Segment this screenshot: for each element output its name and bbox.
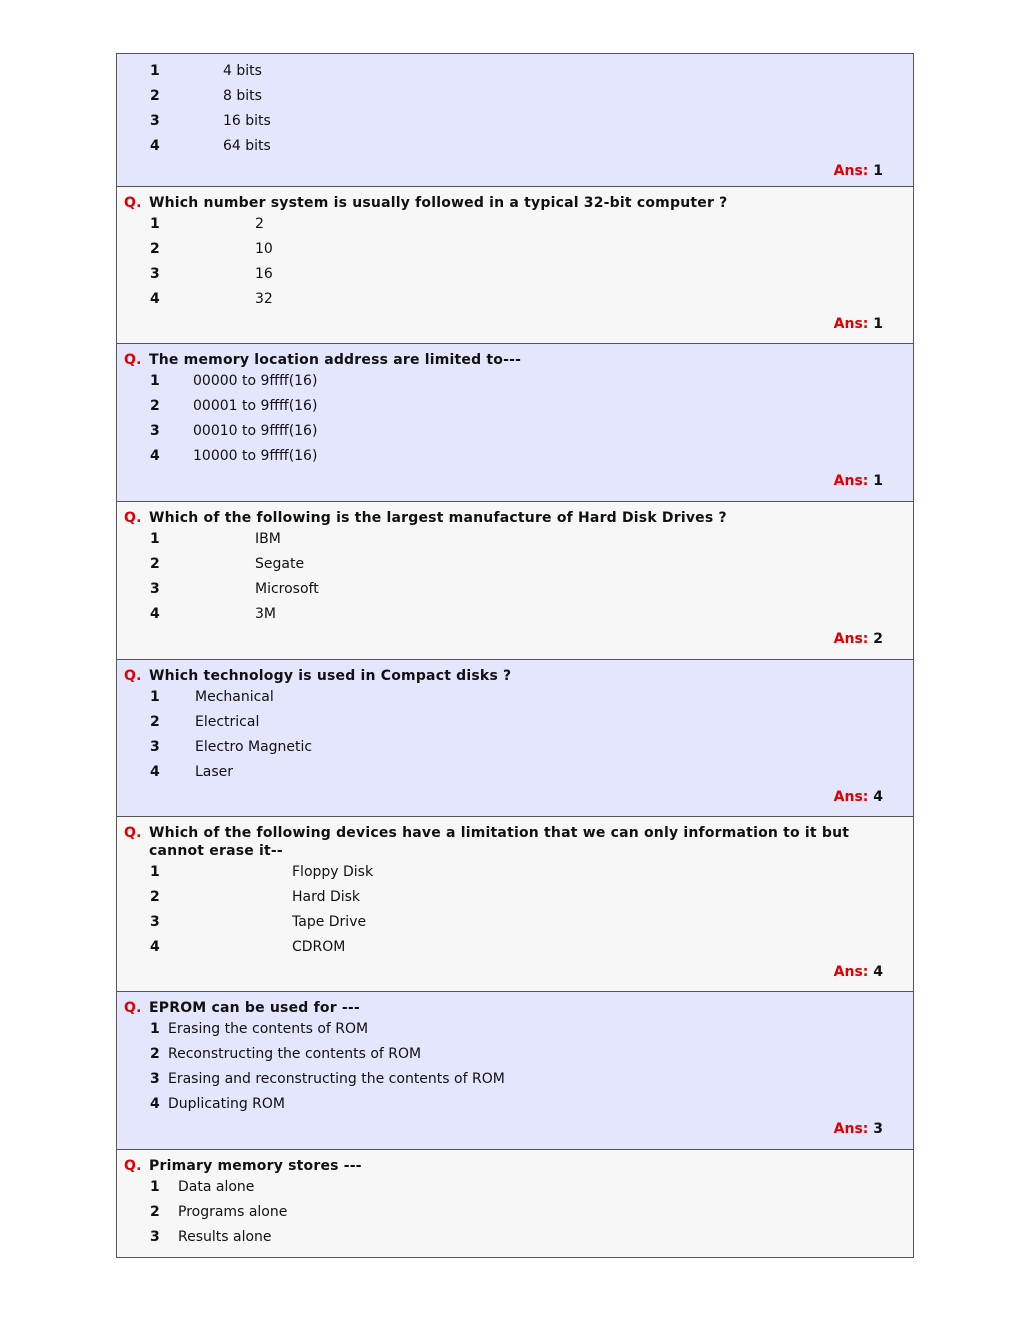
question-text: EPROM can be used for --- (149, 1000, 360, 1016)
option-number: 3 (150, 422, 160, 439)
option-4 (117, 935, 913, 960)
question-block-3 (117, 344, 913, 502)
option-text: IBM (255, 531, 281, 547)
option-1 (117, 860, 913, 885)
answer-label: Ans: (833, 162, 869, 179)
answer-line (117, 312, 913, 337)
question-block-7 (117, 992, 913, 1150)
option-text: Reconstructing the contents of ROM (168, 1045, 422, 1062)
option-text: 16 (255, 265, 273, 282)
question-text-row (117, 1157, 913, 1175)
option-3 (117, 1067, 913, 1092)
option-number: 3 (150, 580, 160, 597)
question-marker: Q. (124, 195, 142, 211)
option-text: 10 (255, 240, 273, 257)
option-number: 3 (150, 913, 160, 930)
option-4 (117, 1092, 913, 1117)
option-text: Results alone (178, 1228, 272, 1245)
answer-value: 1 (873, 472, 883, 489)
option-number: 1 (150, 1021, 160, 1037)
option-number: 2 (150, 1203, 160, 1220)
question-text-row (117, 509, 913, 527)
option-text: 8 bits (223, 87, 262, 104)
answer-label: Ans: (833, 1120, 869, 1137)
option-number: 4 (150, 447, 160, 464)
option-number: 1 (150, 373, 160, 389)
option-text: 2 (255, 216, 264, 232)
option-number: 1 (150, 216, 160, 232)
option-number: 2 (150, 555, 160, 572)
question-text: Which of the following devices have a limitation that we can only information to it but cannot erase it-- (149, 825, 850, 859)
option-text: Electro Magnetic (195, 738, 313, 755)
question-marker: Q. (124, 825, 142, 841)
option-text: 3M (255, 605, 276, 622)
question-marker: Q. (124, 668, 142, 684)
question-text: Which number system is usually followed in a typical 32-bit computer ? (149, 195, 728, 211)
option-number: 1 (150, 864, 160, 880)
answer-label: Ans: (833, 788, 869, 805)
option-3 (117, 109, 913, 134)
answer-line (117, 627, 913, 652)
question-text-row (117, 667, 913, 685)
question-text-row (117, 824, 913, 860)
option-number: 4 (150, 1095, 160, 1112)
option-3 (117, 577, 913, 602)
option-text: 32 (255, 290, 273, 307)
option-number: 2 (150, 87, 160, 104)
answer-value: 3 (873, 1120, 883, 1137)
option-text: Tape Drive (292, 913, 367, 930)
option-number: 1 (150, 689, 160, 705)
option-text: Erasing and reconstructing the contents of ROM (168, 1070, 505, 1087)
answer-value: 1 (873, 162, 883, 179)
option-1 (117, 369, 913, 394)
option-number: 4 (150, 137, 160, 154)
question-block-5 (117, 660, 913, 817)
option-4 (117, 444, 913, 469)
option-number: 1 (150, 63, 160, 79)
option-text: Duplicating ROM (168, 1095, 286, 1112)
option-1 (117, 685, 913, 710)
option-1 (117, 1017, 913, 1042)
option-number: 2 (150, 240, 160, 257)
option-text: Erasing the contents of ROM (168, 1021, 369, 1037)
question-text: The memory location address are limited to--- (149, 352, 522, 368)
question-marker: Q. (124, 1000, 142, 1016)
option-text: 00010 to 9ffff(16) (193, 422, 318, 439)
option-text: 4 bits (223, 63, 262, 79)
option-1 (117, 212, 913, 237)
option-text: 10000 to 9ffff(16) (193, 447, 318, 464)
option-text: CDROM (292, 938, 346, 955)
question-block-4 (117, 502, 913, 660)
option-number: 3 (150, 112, 160, 129)
answer-line (117, 960, 913, 985)
question-text: Primary memory stores --- (149, 1158, 362, 1174)
option-3 (117, 735, 913, 760)
option-number: 3 (150, 265, 160, 282)
option-number: 4 (150, 763, 160, 780)
question-text-row (117, 194, 913, 212)
option-2 (117, 552, 913, 577)
answer-line (117, 1117, 913, 1142)
option-text: Microsoft (255, 580, 319, 597)
option-1 (117, 527, 913, 552)
option-number: 3 (150, 738, 160, 755)
option-text: Hard Disk (292, 888, 361, 905)
question-list (116, 53, 914, 1258)
answer-value: 1 (873, 315, 883, 332)
option-4 (117, 287, 913, 312)
option-text: Data alone (178, 1179, 255, 1195)
option-text: Floppy Disk (292, 864, 374, 880)
option-1 (117, 1175, 913, 1200)
option-text: Segate (255, 555, 305, 572)
option-number: 4 (150, 290, 160, 307)
option-number: 1 (150, 1179, 160, 1195)
option-3 (117, 262, 913, 287)
answer-label: Ans: (833, 315, 869, 332)
option-2 (117, 394, 913, 419)
question-block-2 (117, 187, 913, 344)
option-2 (117, 1042, 913, 1067)
answer-label: Ans: (833, 963, 869, 980)
option-text: 00001 to 9ffff(16) (193, 397, 318, 414)
answer-label: Ans: (833, 472, 869, 489)
option-text: 16 bits (223, 112, 271, 129)
question-marker: Q. (124, 1158, 142, 1174)
answer-value: 4 (873, 963, 883, 980)
answer-value: 4 (873, 788, 883, 805)
option-text: Laser (195, 763, 234, 780)
option-4 (117, 760, 913, 785)
question-block-6 (117, 817, 913, 992)
option-2 (117, 84, 913, 109)
option-number: 4 (150, 605, 160, 622)
question-text-row (117, 999, 913, 1017)
option-number: 2 (150, 888, 160, 905)
question-text: Which of the following is the largest manufacture of Hard Disk Drives ? (149, 510, 727, 526)
option-number: 4 (150, 938, 160, 955)
question-text: Which technology is used in Compact disks ? (149, 668, 512, 684)
option-number: 3 (150, 1228, 160, 1245)
option-1 (117, 59, 913, 84)
option-4 (117, 602, 913, 627)
option-2 (117, 237, 913, 262)
option-3 (117, 910, 913, 935)
option-text: Programs alone (178, 1203, 288, 1220)
option-text: 00000 to 9ffff(16) (193, 373, 318, 389)
option-text: Mechanical (195, 689, 274, 705)
option-2 (117, 885, 913, 910)
option-number: 2 (150, 1045, 160, 1062)
option-number: 3 (150, 1070, 160, 1087)
option-2 (117, 1200, 913, 1225)
option-text: Electrical (195, 713, 260, 730)
option-3 (117, 419, 913, 444)
question-block-1 (117, 54, 913, 187)
option-number: 1 (150, 531, 160, 547)
option-text: 64 bits (223, 137, 271, 154)
answer-line (117, 469, 913, 494)
answer-line (117, 785, 913, 810)
option-2 (117, 710, 913, 735)
option-number: 2 (150, 397, 160, 414)
option-4 (117, 134, 913, 159)
answer-line (117, 159, 913, 184)
answer-value: 2 (873, 630, 883, 647)
answer-label: Ans: (833, 630, 869, 647)
option-number: 2 (150, 713, 160, 730)
question-marker: Q. (124, 510, 142, 526)
question-marker: Q. (124, 352, 142, 368)
question-text-row (117, 351, 913, 369)
question-block-8 (117, 1150, 913, 1258)
option-3 (117, 1225, 913, 1250)
